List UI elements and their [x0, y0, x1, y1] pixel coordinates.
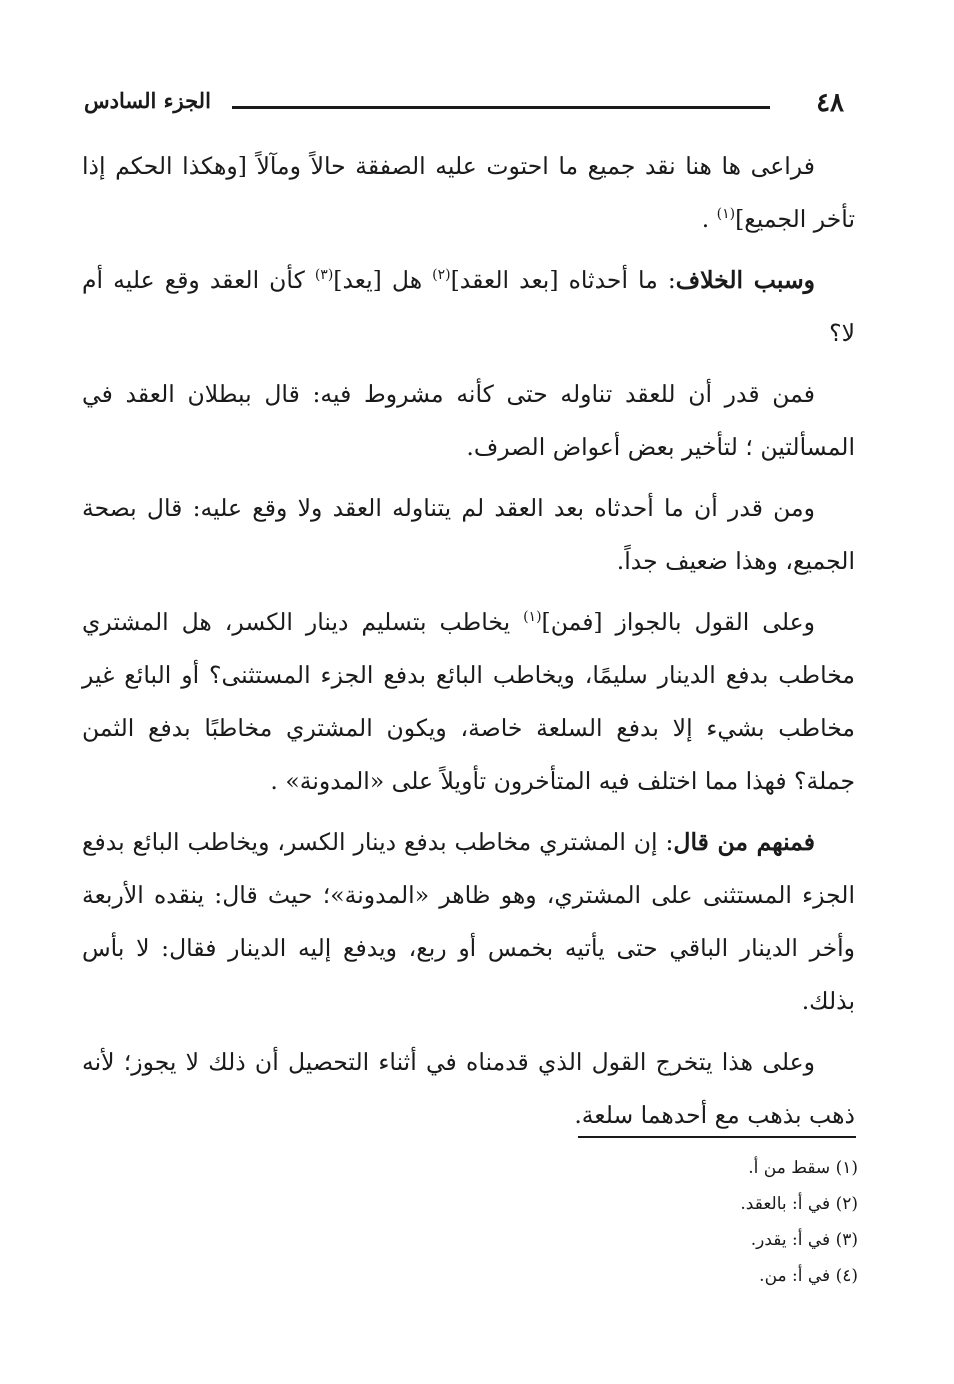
paragraph-text: وعلى هذا يتخرج القول الذي قدمناه في أثناء التحصيل أن ذلك لا يجوز؛ لأنه ذهب بذهب مع أحدهما سلعة.	[82, 1048, 855, 1129]
footnote-4: (٤) في أ: من.	[759, 1266, 858, 1286]
footnote-3: (٣) في أ: يقدر.	[750, 1230, 858, 1250]
paragraph-text: فمن قدر أن للعقد تناوله حتى كأنه مشروط فيه: قال ببطلان العقد في المسألتين ؛ لتأخير بعض أعواض الصرف.	[82, 380, 855, 461]
paragraph	[82, 140, 855, 246]
paragraph-lead: وسبب الخلاف	[675, 266, 815, 294]
paragraph	[82, 254, 855, 360]
paragraph	[82, 368, 855, 474]
paragraph-text: هل [يعد]	[333, 266, 433, 294]
paragraph-lead: فمنهم من قال	[673, 828, 815, 856]
header-rule	[232, 106, 770, 109]
page-header	[82, 84, 848, 124]
paragraph-text: وعلى القول بالجواز [فمن]	[541, 608, 815, 636]
footnote-ref: (١)	[716, 206, 736, 223]
paragraph-text: : ما أحدثاه [بعد العقد]	[450, 266, 676, 294]
paragraph-text: كأن العقد وقع عليه أم لا؟	[82, 266, 855, 347]
paragraph-text: فراعى ها هنا نقد جميع ما احتوت عليه الصفقة حالاً ومآلاً [وهكذا الحكم إذا تأخر الجميع]	[82, 152, 855, 233]
footnotes	[358, 1150, 858, 1294]
paragraph	[82, 816, 855, 1028]
footnote-ref: (١)	[523, 609, 542, 626]
paragraph	[82, 596, 855, 808]
footnote-ref: (٣)	[314, 267, 334, 284]
footnote-ref: (٢)	[432, 267, 451, 284]
paragraph-text: ومن قدر أن ما أحدثاه بعد العقد لم يتناوله العقد ولا وقع عليه: قال بصحة الجميع، وهذا ضعيف جداً.	[82, 494, 855, 575]
running-title: الجزء السادس	[84, 88, 211, 113]
body-text	[82, 140, 855, 1150]
paragraph	[82, 482, 855, 588]
footnote-2: (٢) في أ: بالعقد.	[740, 1194, 858, 1214]
paragraph-text: يخاطب بتسليم دينار الكسر، هل المشتري مخاطب بدفع الدينار سليمًا، ويخاطب البائع بدفع الجزء المستثنى؟ أو البائع غير مخاطب بشيء إلا بدفع السلعة خاصة، ويكون المشتري مخاطبًا بدفع الثمن جملة؟ فهذا مما اختلف فيه المتأخرون تأويلاً على «المدونة» .	[82, 608, 855, 795]
page-number: ٤٨	[816, 88, 844, 118]
paragraph-text: : إن المشتري مخاطب بدفع دينار الكسر، ويخاطب البائع بدفع الجزء المستثنى على المشتري، وهو ظاهر «المدونة»؛ حيث قال: ينقده الأربعة وأخر الدينار الباقي حتى يأتيه بخمس أو ربع، ويدفع إليه الدينار فقال: لا بأس بذلك.	[82, 828, 855, 1015]
footnote-rule	[578, 1136, 856, 1138]
paragraph	[82, 1036, 855, 1142]
paragraph-text: .	[701, 205, 717, 233]
footnote-1: (١) سقط من أ.	[748, 1158, 858, 1178]
